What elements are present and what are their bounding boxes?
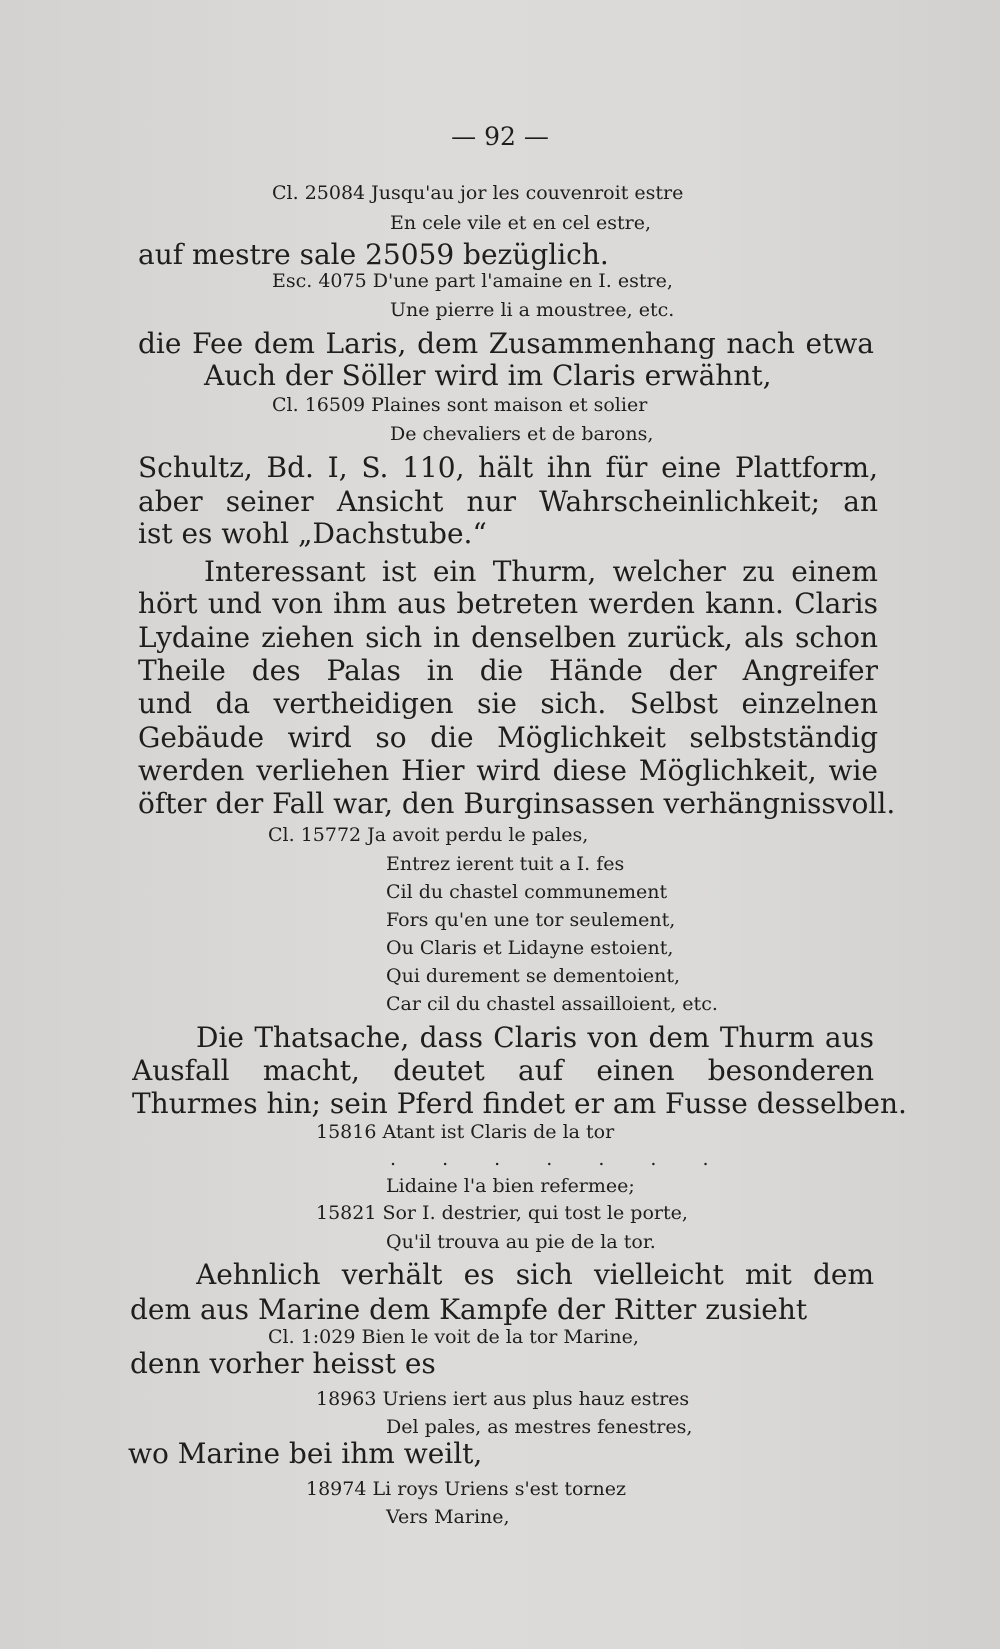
verse-line: 15821 Sor I. destrier, qui tost le porte,: [316, 1202, 688, 1224]
ellipsis-line: . . . . . . .: [390, 1148, 729, 1170]
verse-line: Qui durement se dementoient,: [386, 965, 681, 987]
verse-line: 15816 Atant ist Claris de la tor: [316, 1121, 615, 1143]
text-line: werden verliehen Hier wird diese Möglichkeit, wie: [138, 755, 878, 787]
text-line: Aehnlich verhält es sich vielleicht mit dem: [196, 1259, 874, 1291]
text-line: Gebäude wird so die Möglichkeit selbstständig: [138, 722, 878, 754]
text-line: die Fee dem Laris, dem Zusammenhang nach etwa: [138, 328, 874, 360]
verse-line: De chevaliers et de barons,: [390, 423, 654, 445]
text-line: ist es wohl „Dachstube.“: [138, 517, 487, 550]
text-line: dem aus Marine dem Kampfe der Ritter zusieht: [130, 1293, 808, 1326]
verse-line: Fors qu'en une tor seulement,: [386, 909, 676, 931]
page-number: — 92 —: [451, 122, 549, 151]
verse-line: Cl. 25084 Jusqu'au jor les couvenroit estre: [272, 182, 684, 204]
verse-line: Entrez ierent tuit a I. fes: [386, 853, 625, 875]
verse-line: 18974 Li roys Uriens s'est tornez: [306, 1478, 626, 1500]
text-line: Lydaine ziehen sich in denselben zurück, als schon: [138, 622, 878, 654]
text-line: Interessant ist ein Thurm, welcher zu einem: [204, 556, 878, 588]
verse-line: Cl. 1:029 Bien le voit de la tor Marine,: [268, 1326, 639, 1348]
text-line: wo Marine bei ihm weilt,: [128, 1437, 483, 1470]
verse-line: Cl. 16509 Plaines sont maison et solier: [272, 394, 648, 416]
text-line: und da vertheidigen sie sich. Selbst einzelnen: [138, 688, 878, 720]
text-line: öfter der Fall war, den Burginsassen verhängnissvoll.: [138, 787, 896, 820]
verse-line: Del pales, as mestres fenestres,: [386, 1416, 693, 1438]
text-line: Thurmes hin; sein Pferd findet er am Fusse desselben.: [132, 1087, 907, 1120]
verse-line: Cil du chastel communement: [386, 881, 668, 903]
verse-line: Cl. 15772 Ja avoit perdu le pales,: [268, 824, 589, 846]
text-line: hört und von ihm aus betreten werden kann. Claris: [138, 588, 878, 620]
verse-line: Ou Claris et Lidayne estoient,: [386, 937, 674, 959]
text-line: Schultz, Bd. I, S. 110, hält ihn für eine Plattform,: [138, 452, 878, 484]
verse-line: 18963 Uriens iert aus plus hauz estres: [316, 1388, 690, 1410]
text-line: aber seiner Ansicht nur Wahrscheinlichkeit; an: [138, 486, 878, 518]
verse-line: Lidaine l'a bien refermee;: [386, 1175, 635, 1197]
verse-line: Car cil du chastel assailloient, etc.: [386, 993, 718, 1015]
text-line: denn vorher heisst es: [130, 1347, 436, 1380]
text-line: Auch der Söller wird im Claris erwähnt,: [204, 359, 772, 392]
verse-line: Qu'il trouva au pie de la tor.: [386, 1231, 656, 1253]
text-line: Theile des Palas in die Hände der Angreifer: [138, 655, 878, 687]
verse-line: En cele vile et en cel estre,: [390, 212, 651, 234]
text-line: Ausfall macht, deutet auf einen besonderen: [132, 1055, 874, 1087]
verse-line: Une pierre li a moustree, etc.: [390, 299, 675, 321]
text-line: auf mestre sale 25059 bezüglich.: [138, 238, 609, 271]
text-line: Die Thatsache, dass Claris von dem Thurm aus: [196, 1022, 874, 1054]
verse-line: Vers Marine,: [386, 1506, 510, 1528]
verse-line: Esc. 4075 D'une part l'amaine en I. estre,: [272, 270, 673, 292]
